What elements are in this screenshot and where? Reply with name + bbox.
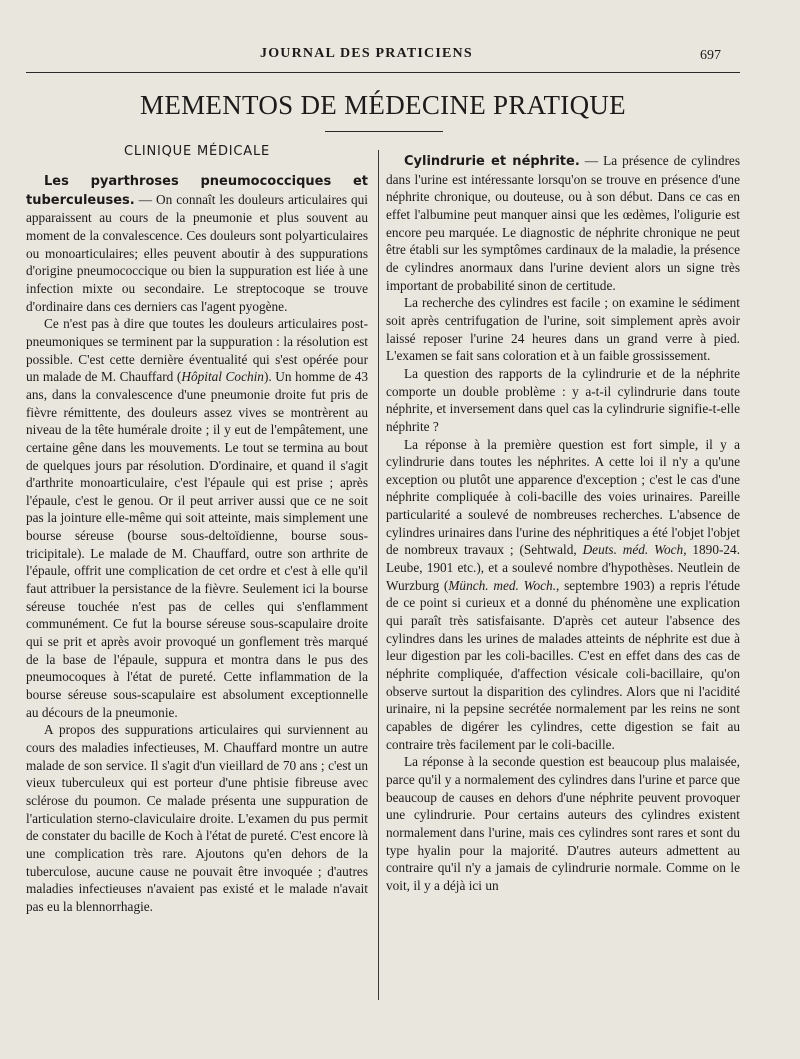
article-title: Cylindrurie et néphrite.	[404, 154, 580, 169]
left-column	[26, 172, 368, 916]
paragraph-text: A propos des suppurations articulaires qui surviennent au cours des maladies infectieuses, M. Chauffard montre un autre malade de son service. Il s'agit d'un vieillard de 70 ans ; c'est un vieux tuberculeux qui est porteur d'une phtisie fibreuse avec sclérose du poumon. Ce malade présenta une suppuration de l'articulation sterno-claviculaire droite. L'examen du pus permit de constater du bacille de Koch à l'état de pureté. C'est encore là une complication très rare. Ajoutons qu'en dehors de la tuberculose, aucune cause ne pouvait être invoquée ; d'autres maladies infectieuses n'avaient pas existé et le malade n'avait pas eu la blennorrhagie.	[26, 722, 368, 914]
paragraph	[386, 365, 740, 436]
paragraph-text: La réponse à la seconde question est beaucoup plus malaisée, parce qu'il y a normalement des cylindres dans l'urine et parce que beaucoup de causes en dehors d'une néphrite peuvent provoquer une cylindrurie. Pour certains auteurs des cylindres existent normalement dans l'urine, mais ces cylindres sont rares et sont du type hyalin pour la majorité. D'autres auteurs admettent au contraire qu'il n'y a jamais de cylindrurie normale. Comme on le voit, il y a déjà ici un	[386, 754, 740, 893]
paragraph-text: La recherche des cylindres est facile ; on examine le sédiment soit après centrifugation de l'urine, soit simplement après avoir laissé reposer l'urine 24 heures dans un grand verre à pied. L'examen se fait sans coloration et à un faible grossissement.	[386, 295, 740, 364]
paragraph-text: La réponse à la première question est fort simple, il y a cylindrurie dans toutes les néphrites. A cette loi il n'y a qu'une exception ou plutôt une apparence d'exception ; c'est le cas d'une néphrite compliquée à coli-bacille des voies urinaires. Pareille particularité a soulevé de nombreuses recherches. L'absence de cylindres urinaires dans l'urine des néphritiques a été l'objet l'objet de nombreux travaux ; (Sehtwald,	[386, 436, 740, 558]
paragraph	[386, 753, 740, 894]
paragraph	[386, 294, 740, 365]
italic-text: Münch. med. Woch.	[448, 577, 557, 593]
page-number: 697	[700, 48, 721, 63]
paragraph-text: — La présence de cylindres dans l'urine est intéressante lorsqu'on se trouve en présence d'une néphrite chronique, ou douteuse, ou à son début. Dans ce cas en effet l'albumine peut manquer ainsi que les œdèmes, l'oligurie est encore peu marquée. Le diagnostic de néphrite chronique ne peut être établi sur les symptômes cardinaux de la maladie, la présence de cylindres anormaux dans l'urine devient alors un signe très important de probabilité sinon de certitude.	[386, 153, 740, 293]
right-column	[386, 152, 740, 895]
paragraph-text: La question des rapports de la cylindrurie et de la néphrite comporte un double problème : y a-t-il cylindrurie dans toute néphrite, et inversement dans quel cas la cylindrurie signifie-t-elle néphrite ?	[386, 365, 740, 434]
running-head: JOURNAL DES PRATICIENS	[260, 46, 473, 61]
italic-text: Deuts. méd. Woch	[582, 542, 684, 558]
paragraph-text: — On connaît les douleurs articulaires qui apparaissent au cours de la pneumonie et plus souvent au moment de la convalescence. Ces douleurs sont polyarticulaires ou monoarticulaires; elles peuvent aboutir à des suppurations d'origine pneumococcique ou bien la suppuration est liée à une infection mixte ou secondaire. Le streptocoque se trouve d'ordinaire dans ces derniers cas l'agent pyogène.	[26, 191, 368, 314]
italic-text: Hôpital Cochin	[181, 369, 264, 385]
paragraph-text: , 1890-24. Leube, 1901 etc.), et a soulevé nombre d'hypothèses. Neutlein de Wurzburg (	[386, 542, 741, 593]
column-divider	[378, 150, 379, 1000]
paragraph	[26, 721, 368, 915]
paragraph	[386, 436, 740, 754]
page-title: MEMENTOS DE MÉDECINE PRATIQUE	[140, 90, 626, 120]
paragraph-text: , septembre 1903) a repris l'étude de ce point si curieux et a donné du phénomène une explication qui paraît très satisfaisante. D'après cet auteur l'absence des cylindres dans les urines de malades atteints de néphrite est due à leur digestion par les coli-bacilles. C'est en effet dans des cas de néphrite compliquée, d'affection vésicale coli-bacillaire, qu'on observe surtout la disparition des cylindres. Alors que ni l'acidité urinaire, ni la pepsine secrétée normalement par les reins ne sont capables de digérer les cylindres, cette digestion se fait au contraire très facilement par le coli-bacille.	[386, 577, 740, 752]
header-rule	[26, 72, 740, 73]
paragraph-text: ). Un homme de 43 ans, dans la convalescence d'une pneumonie droite fut pris de fièvre rémittente, des douleurs assez vives se montrèrent au niveau de la tête humérale droite ; il y eut de l'empâtement, une certaine gêne dans les mouvements. Le tout se termina au bout de quelques jours par résolution. D'ordinaire, et quand il s'agit d'arthrite monoarticulaire, c'est l'épaule qui est prise ; après l'épaule, c'est le genou. Or il peut arriver aussi que ce ne soit pas la jointure elle-même qui soit atteinte, mais simplement une bourse séreuse (bourse sous-deltoïdienne, bourse sous-tricipitale). Le malade de M. Chauffard, outre son arthrite de l'épaule, offrit une complication de cet ordre et c'est à elle qu'il faut attribuer la persistance de la fièvre. Seulement ici la bourse séreuse touchée n'est pas de celles qui s'enflamment communément. Ce fut la bourse séreuse sous-scapulaire droite qui se prit et après avoir provoqué un gonflement très marqué de la base de l'épaule, suppura et montra dans le pus des pneumocoques à l'état de pureté. Cette inflammation de la bourse séreuse sous-scapulaire est absolument exceptionnelle au décours de la pneumonie.	[26, 369, 368, 720]
paragraph	[26, 315, 368, 721]
title-rule	[325, 131, 443, 132]
paragraph-text: Ce n'est pas à dire que toutes les douleurs articulaires post-pneumoniques se terminent par la suppuration : la résolution est possible. C'est cette dernière éventualité qui s'est opérée pour un malade de M. Chauffard (	[26, 316, 368, 385]
article-pyarthroses-intro	[26, 172, 368, 315]
article-cylindrurie-intro	[386, 152, 740, 294]
section-heading: CLINIQUE MÉDICALE	[123, 144, 271, 159]
article-title: Les pyarthroses pneumococciques et tuberculeuses.	[26, 174, 368, 208]
